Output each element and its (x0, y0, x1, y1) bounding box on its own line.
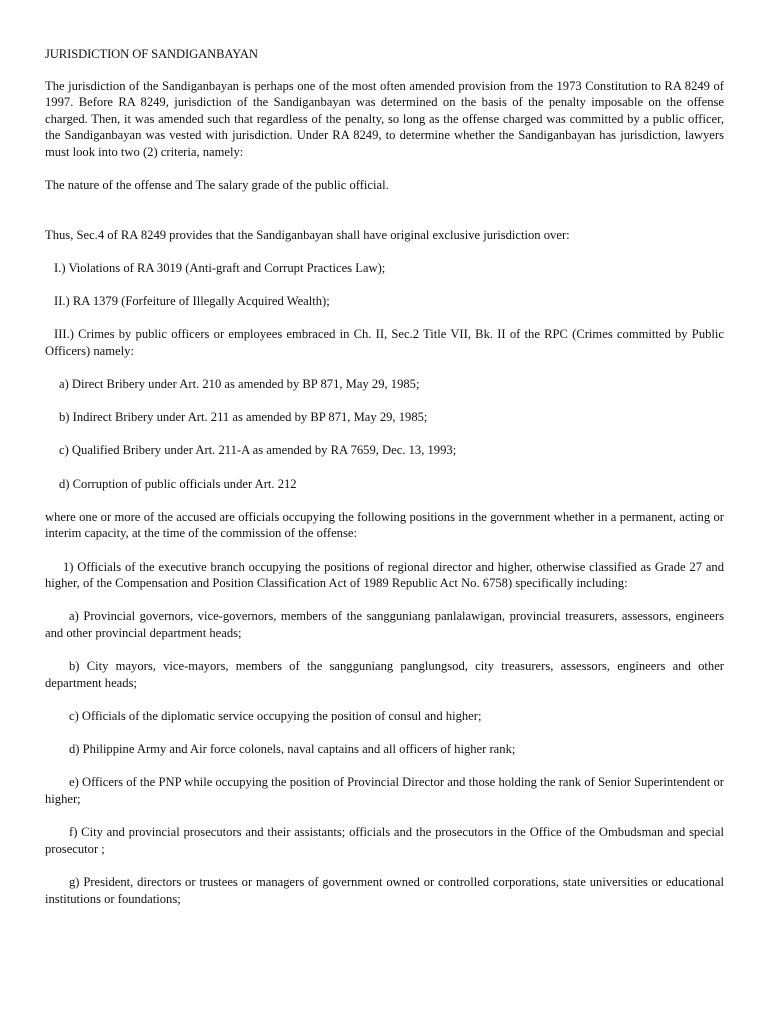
position-g: g) President, directors or trustees or managers of government owned or controlled corporations, state universities or educational institutions or foundations; (45, 874, 724, 906)
document-title: JURISDICTION OF SANDIGANBAYAN (45, 47, 258, 61)
position-e: e) Officers of the PNP while occupying the position of Provincial Director and those holding the rank of Senior Superintendent or higher; (45, 775, 724, 806)
item-iii: III.) Crimes by public officers or employees embraced in Ch. II, Sec.2 Title VII, Bk. II of the RPC (Crimes committed by Public Officers) namely: (45, 327, 724, 358)
position-b: b) City mayors, vice-mayors, members of the sangguniang panglungsod, city treasurers, assessors, engineers and other department heads; (45, 659, 724, 690)
intro-paragraph: The jurisdiction of the Sandiganbayan is perhaps one of the most often amended provision from the 1973 Constitution to RA 8249 of 1997. Before RA 8249, jurisdiction of the Sandiganbayan was determined on the basis of the penalty imposable on the offense charged. Then, it was amended such that regardless of the penalty, so long as the offense charged was committed by a public officer, the Sandiganbayan was vested with jurisdiction. Under RA 8249, to determine whether the Sandiganbayan has jurisdiction, lawyers must look into two (2) criteria, namely: (45, 78, 724, 159)
sub-item-a: a) Direct Bribery under Art. 210 as amended by BP 871, May 29, 1985; (59, 377, 420, 392)
sub-item-d: d) Corruption of public officials under Art. 212 (59, 476, 297, 491)
position-d: d) Philippine Army and Air force colonels, naval captains and all officers of higher rank; (69, 742, 516, 757)
position-f: f) City and provincial prosecutors and their assistants; officials and the prosecutors in the Office of the Ombudsman and special prosecutor ; (45, 825, 724, 856)
position-c: c) Officials of the diplomatic service occupying the position of consul and higher; (69, 708, 482, 723)
sub-item-c: c) Qualified Bribery under Art. 211-A as amended by RA 7659, Dec. 13, 1993; (59, 443, 457, 458)
criteria-paragraph: The nature of the offense and The salary grade of the public official. (45, 178, 389, 193)
sub-item-b: b) Indirect Bribery under Art. 211 as amended by BP 871, May 29, 1985; (59, 410, 428, 425)
where-paragraph: where one or more of the accused are officials occupying the following positions in the government whether in a permanent, acting or interim capacity, at the time of the commission of the offense: (45, 509, 724, 541)
item-i: I.) Violations of RA 3019 (Anti-graft and Corrupt Practices Law); (54, 260, 386, 275)
sec4-paragraph: Thus, Sec.4 of RA 8249 provides that the Sandiganbayan shall have original exclusive jurisdiction over: (45, 227, 570, 242)
item-ii: II.) RA 1379 (Forfeiture of Illegally Acquired Wealth); (54, 294, 330, 309)
position-a: a) Provincial governors, vice-governors, members of the sangguniang panlalawigan, provincial treasurers, assessors, engineers and other provincial department heads; (45, 609, 724, 640)
position-1: 1) Officials of the executive branch occupying the positions of regional director and higher, otherwise classified as Grade 27 and higher, of the Compensation and Position Classification Act of 1989 Republic Act No. 6758) specifically including: (45, 559, 724, 591)
